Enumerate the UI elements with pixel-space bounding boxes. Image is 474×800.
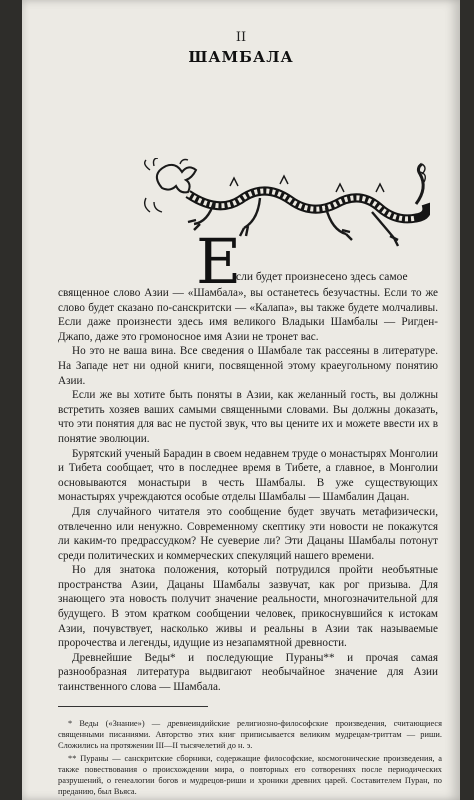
paragraph: Если же вы хотите быть поняты в Азии, как желанный гость, вы должны встретить хозяев ваших самыми священными словами. Вы должны доказать, что эти понятия для вас не пустой звук, что вы цените их и можете ввести их в понятие эволюции. bbox=[58, 389, 438, 445]
chapter-title: ШАМБАЛА bbox=[188, 48, 294, 66]
book-page bbox=[22, 0, 460, 800]
drop-cap-letter: Е bbox=[196, 225, 242, 298]
paragraph: священное слово Азии — «Шамбала», вы останетесь безучастны. Если то же слово будет сказано по-санскритски — «Калапа», вы также будете молчаливы. Если даже произнести здесь имя великого Владыки Шамбалы — Ригден-Джапо, даже это громоносное имя Азии не тронет вас. bbox=[58, 287, 438, 343]
first-line-text: сли будет произнесено здесь самое bbox=[236, 271, 408, 283]
dragon-illustration-icon bbox=[140, 158, 430, 254]
footnote: * Веды («Знание») — древнеиндийские религиозно-философские произведения, считающиеся священными писаниями. Авторство этих книг приписывается великим мудрецам-триттам — риши. Сложились на протяжении III—II тысячелетий до н. э. bbox=[58, 719, 442, 750]
paragraph: Бурятский ученый Барадин в своем недавнем труде о монастырях Монголии и Тибета сообщает, что в последнее время в Тибете, а главное, в Монголии основываются монастыри в честь Шамбалы. В уже существующих монастырях учреждаются особые отделы Шамбалы — Шамбалин Дацан. bbox=[58, 447, 438, 504]
paragraph: Но это не ваша вина. Все сведения о Шамбале так рассеяны в литературе. На Западе нет ни одной книги, посвященной этому краеугольному понятию Азии. bbox=[58, 345, 438, 387]
body-text bbox=[58, 286, 438, 695]
paragraph: Древнейшие Веды* и последующие Пураны** и прочая самая разнообразная литература выдвигают необычайное значение для Азии таинственного слова — Шамбала. bbox=[58, 651, 438, 694]
chapter-number: II bbox=[235, 30, 247, 45]
paragraph: Для случайного читателя это сообщение будет звучать метафизически, отвлеченно или ненужно. Современному скептику эти новости не покажутся ли каким-то предрассудком? Не суеверие ли? Эти Дацаны Шамбалы потонут среди политических и коммерческих спекуляций нашего времени. bbox=[58, 505, 438, 562]
footnote-separator bbox=[58, 706, 208, 707]
footnote: ** Пураны — санскритские сборники, содержащие философские, космогонические произведения, а также повествования о происхождении мира, о повторных его сотворениях после периодических разрушений, о генеалогии богов и мудрецов-риши и хроники древних царей. Составителем Пуран, по преданию, был Вьяса. bbox=[58, 754, 442, 796]
paragraph: Но для знатока положения, который потрудился пройти необъятные пространства Азии, Дацаны Шамбалы зазвучат, как рог призыва. Для знающего эта новость получит значение реальности, многозначительной для будущего. В этом кратком сообщении человек, прикоснувшийся к истокам Азии, почувствует, насколько живы и реальны в Азии так называемые пророчества и легенды, идущие из незапамятной древности. bbox=[58, 564, 438, 650]
footnotes bbox=[58, 718, 442, 799]
